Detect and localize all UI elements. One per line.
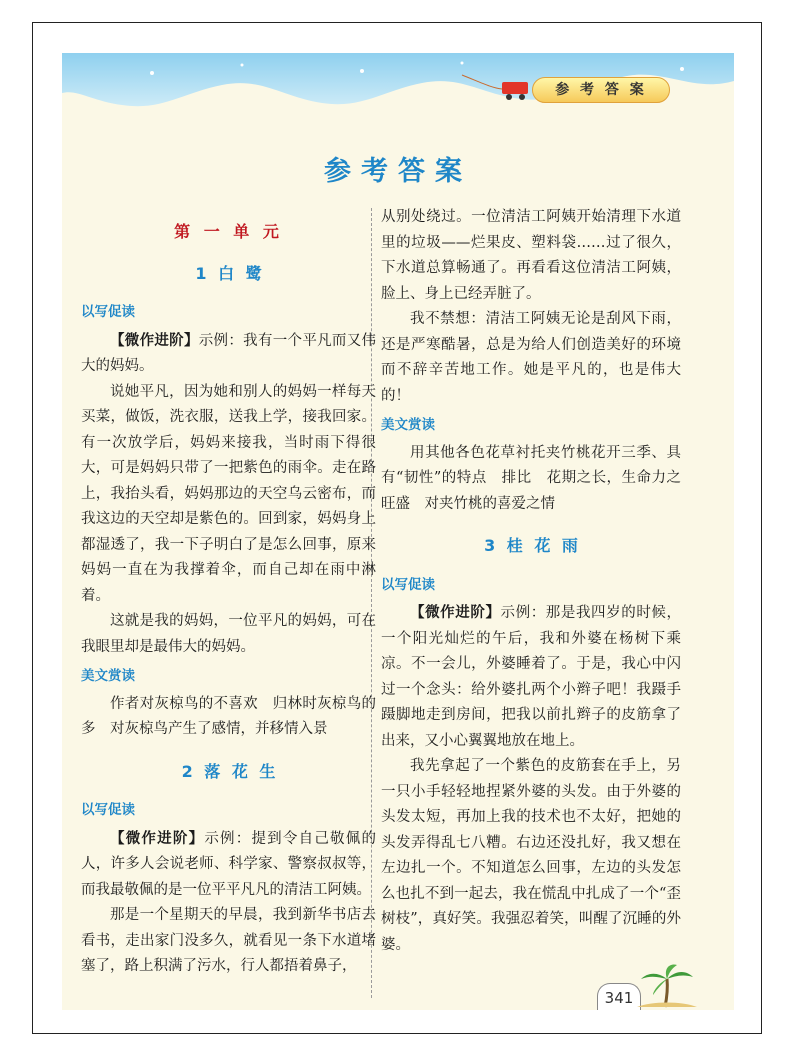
header-tag: 参 考 答 案 xyxy=(532,77,670,103)
left-column xyxy=(81,203,376,980)
paragraph: 我先拿起了一个紫色的皮筋套在手上，另一只小手轻轻地捏紧外婆的头发。由于外婆的头发太短，再加上我的技术也不太好，把她的头发弄得乱七八糟。右边还没扎好，我又想在左边扎一个。不知道怎么回事，左边的头发怎么也扎不到一起去，我在慌乱中扎成了一个“歪树枝”，真好笑。我强忍着笑，叫醒了沉睡的外婆。 xyxy=(381,758,681,953)
paragraph xyxy=(81,826,376,904)
paragraph: 那是一个星期天的早晨，我到新华书店去看书，走出家门没多久，就看见一条下水道堵塞了，路上积满了污水，行人都捂着鼻子， xyxy=(81,907,376,974)
page-title: 参考答案 xyxy=(324,156,472,187)
book-page xyxy=(62,53,734,1010)
paragraph: 用其他各色花草衬托夹竹桃花开三季、具有“韧性”的特点 排比 花期之长，生命力之旺盛 对夹竹桃的喜爱之情 xyxy=(381,444,681,512)
paragraph xyxy=(381,600,681,754)
section-heading: 以写促读 xyxy=(381,576,435,593)
lesson-heading: 3 桂 花 雨 xyxy=(484,536,578,555)
label: 【微作进阶】 xyxy=(110,331,199,349)
section-heading: 以写促读 xyxy=(81,802,135,818)
text: 示例：提到令自己敬佩的人，许多人会说老师、科学家、警察叔叔等，而我最敬佩的是一位平平凡凡的清洁工阿姨。 xyxy=(81,830,376,898)
text: 示例：我有一个平凡而又伟大的妈妈。 xyxy=(81,332,376,374)
lesson-heading: 2 落 花 生 xyxy=(181,761,276,781)
paragraph: 从别处绕过。一位清洁工阿姨开始清理下水道里的垃圾——烂果皮、塑料袋……过了很久，下水道总算畅通了。再看看这位清洁工阿姨，脸上、身上已经弄脏了。 xyxy=(381,209,681,302)
page-number: 341 xyxy=(597,983,641,1010)
label: 【微作进阶】 xyxy=(110,829,205,847)
text: 示例：那是我四岁的时候，一个阳光灿烂的午后，我和外婆在杨树下乘凉。不一会儿，外婆睡着了。于是，我心中闪过一个念头：给外婆扎两个小辫子吧！我蹑手蹑脚地走到房间，把我以前扎辫子的皮筋拿了出来，又小心翼翼地放在地上。 xyxy=(381,605,682,749)
palm-tree-icon xyxy=(637,963,697,1009)
paragraph: 说她平凡，因为她和别人的妈妈一样每天买菜，做饭，洗衣服，送我上学，接我回家。有一次放学后，妈妈来接我，当时雨下得很大，可是妈妈只带了一把紫色的雨伞。走在路上，我抬头看，妈妈那边的天空乌云密布，而我这边的天空却是紫色的。回到家，妈妈身上都湿透了，我一下子明白了是怎么回事，原来妈妈一直在为我撑着伞，而自己却在雨中淋着。 xyxy=(81,383,376,604)
paragraph: 作者对灰椋鸟的不喜欢 归林时灰椋鸟的多 对灰椋鸟产生了感情，并移情入景 xyxy=(81,695,376,737)
section-heading: 美文赏读 xyxy=(81,668,135,684)
header-banner xyxy=(62,53,734,123)
unit-heading: 第 一 单 元 xyxy=(174,222,283,241)
paragraph: 我不禁想：清洁工阿姨无论是刮风下雨，还是严寒酷暑，总是为给人们创造美好的环境而不辞辛苦地工作。她是平凡的，也是伟大的！ xyxy=(381,311,681,404)
section-heading: 美文赏读 xyxy=(381,417,435,433)
section-heading: 以写促读 xyxy=(81,304,135,320)
paragraph: 这就是我的妈妈，一位平凡的妈妈，可在我眼里却是最伟大的妈妈。 xyxy=(81,613,376,655)
lesson-heading: 1 白 鹭 xyxy=(195,263,262,283)
right-column xyxy=(381,205,681,958)
cart-icon xyxy=(500,80,532,102)
label: 【微作进阶】 xyxy=(410,604,501,621)
paragraph xyxy=(81,328,376,380)
